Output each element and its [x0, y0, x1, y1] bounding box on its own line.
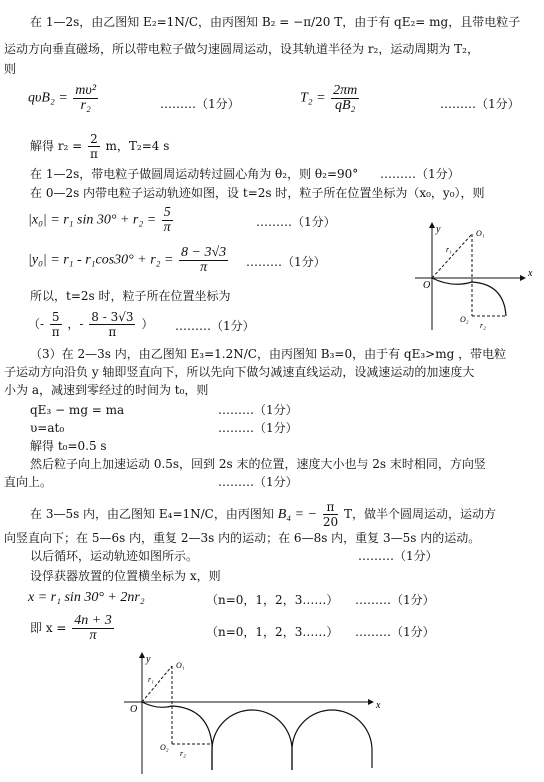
eq1-left: qυB₂ =: [28, 90, 68, 106]
eq1-den: r₂: [80, 98, 91, 113]
eq2-num: 2πm: [333, 83, 358, 98]
ex2-points: ………（1分）: [355, 625, 435, 639]
ex2-num: 4n + 3: [74, 613, 112, 628]
fig2-r1-line: [142, 666, 172, 702]
coord-num-2: 8 - 3√3: [91, 310, 134, 324]
ex2-den: π: [89, 628, 97, 643]
y0-points: ………（1分）: [246, 255, 326, 269]
equation-x-position: x = r₁ sin 30° + 2nr₂: [28, 590, 145, 605]
solve1-num: 2: [90, 132, 98, 146]
ex2-n-range: （n=0，1，2，3……）: [206, 625, 339, 639]
fig1-y-label: y: [436, 224, 441, 235]
equation-x-final: [30, 614, 116, 643]
para-line-6: 所以，t=2s 时，粒子所在位置坐标为: [30, 289, 231, 303]
eq2-points: ………（1分）: [440, 97, 520, 111]
coord-den-1: π: [51, 325, 60, 339]
y0-fraction: [179, 246, 228, 275]
coord-den-2: π: [108, 325, 117, 339]
solve1-a: 解得 r₂ =: [30, 139, 83, 153]
fig2-o1-label: O₁: [176, 661, 185, 670]
p14-points: ………（1分）: [358, 549, 438, 563]
x0-num: 5: [163, 205, 171, 220]
x0-points: ………（1分）: [256, 215, 336, 229]
eq1-num: mυ²: [75, 83, 97, 98]
p12-b: T，做半个圆周运动，运动方: [343, 507, 496, 521]
y0-num: 8 − 3√3: [181, 245, 227, 260]
eq2-den: qB₂: [334, 98, 356, 113]
eq2-left: T₂ =: [300, 90, 326, 106]
para-line-9: 小为 a，减速到零经过的时间为 t₀，则: [4, 383, 209, 397]
para-line-8: 子运动方向沿负 y 轴即竖直向下，所以先向下做匀减速直线运动，设减速运动的加速度大: [4, 365, 475, 379]
eq1-points: ………（1分）: [160, 97, 240, 111]
fig1-origin-label: O: [423, 280, 431, 291]
para-line-5: 在 0—2s 内带电粒子运动轨迹如图，设 t=2s 时，粒子所在位置坐标为（x₀，y₀），则: [30, 186, 485, 200]
fig2-y-arrow: [139, 652, 145, 658]
solve-radius: [30, 132, 169, 161]
coord-open: （-: [28, 317, 45, 331]
coord-points: ………（1分）: [175, 319, 255, 333]
solve1-fraction: [88, 132, 100, 161]
coord-comma: ，-: [67, 317, 84, 331]
coord-num-1: 5: [51, 310, 60, 324]
eq1-fraction: [73, 84, 98, 113]
fig2-trajectory-arc-1: [212, 710, 292, 770]
para-line-14: 以后循环，运动轨迹如图所示。: [30, 549, 199, 563]
ex1-n-range: （n=0，1，2，3……）: [206, 593, 339, 607]
solve1-b: m，T₂=4 s: [105, 139, 170, 153]
fig1-r2-label: r₂: [480, 321, 486, 330]
fig1-o1-label: O₁: [476, 229, 485, 238]
fig2-trajectory-start: [142, 702, 212, 770]
para-line-4: 在 1—2s，带电粒子做圆周运动转过圆心角为 θ₂，则 θ₂=90°: [30, 167, 359, 181]
ex2-fraction: [72, 614, 113, 643]
fig2-trajectory-arc-2: [292, 710, 372, 770]
e4-points: ………（1分）: [218, 421, 298, 435]
para-line-7: （3）在 2—3s 内，由乙图知 E₃=1.2N/C，由丙图知 B₃=0，由于有 qE₃>mg ，带电粒: [30, 347, 507, 361]
solve1-den: π: [89, 147, 98, 161]
y0-left: |y₀| = r₁ - r₁cos30° + r₂ =: [28, 252, 174, 268]
x0-den: π: [163, 220, 171, 235]
e3-points: ………（1分）: [218, 403, 298, 417]
p4-points: ………（1分）: [380, 167, 460, 181]
para-line-3: 则: [4, 62, 17, 76]
fig2-y-label: y: [146, 654, 151, 665]
fig2-r1-label: r₁: [148, 675, 154, 684]
para-line-1: 在 1—2s，由乙图知 E₂=1N/C，由丙图知 B₂ = −π/20 T，由于有 qE₂= mg，且带电粒子: [30, 15, 521, 29]
equation-centripetal: [28, 84, 100, 113]
p11-points: ………（1分）: [218, 475, 298, 489]
equation-newton: qE₃ − mg = ma: [30, 403, 125, 417]
coordinate-result: [28, 310, 153, 339]
coord-fraction-1: [50, 310, 62, 339]
x0-left: |x₀| = r₁ sin 30° + r₂ =: [28, 212, 157, 228]
solve-time: 解得 t₀=0.5 s: [30, 439, 107, 453]
equation-x0: [28, 206, 175, 235]
eq2-fraction: [331, 84, 359, 113]
fig1-o2-label: O₂: [460, 315, 469, 324]
y0-den: π: [200, 260, 208, 275]
para-line-15: 设俘获器放置的位置横坐标为 x，则: [30, 569, 221, 583]
equation-y0: [28, 246, 230, 275]
fig1-x-arrow: [520, 275, 526, 281]
ex1-points: ………（1分）: [355, 593, 435, 607]
para-line-12: [30, 500, 496, 529]
fig2-x-label: x: [376, 700, 381, 711]
p12-eq: B₄ = −: [277, 507, 318, 522]
para-line-2: 运动方向垂直磁场，所以带电粒子做匀速圆周运动，设其轨道半径为 r₂，运动周期为 T₂，: [4, 42, 479, 56]
p12-fraction: [323, 500, 338, 529]
fig1-y-arrow: [429, 222, 435, 228]
fig1-trajectory: [432, 278, 506, 316]
p12-a: 在 3—5s 内，由乙图知 E₄=1N/C，由丙图知: [30, 507, 274, 521]
x0-fraction: [162, 206, 173, 235]
equation-period: [300, 84, 361, 113]
p12-num: π: [323, 500, 338, 515]
ex2-a: 即 x =: [30, 621, 67, 635]
p12-den: 20: [322, 515, 339, 529]
para-line-13: 向竖直向下；在 5—6s 内，重复 2—3s 内的运动；在 6—8s 内，重复 3—5s 内的运动。: [4, 531, 481, 545]
fig2-o2-label: O₂: [160, 743, 169, 752]
trajectory-figure-small: [410, 222, 540, 334]
fig2-r2-label: r₂: [180, 749, 186, 758]
fig2-x-arrow: [368, 699, 374, 705]
trajectory-figure-large: [118, 650, 388, 778]
fig2-origin-label: O: [130, 704, 138, 715]
equation-velocity: υ=at₀: [30, 421, 65, 435]
fig1-r1-label: r₁: [446, 245, 452, 254]
para-line-11: 直向上。: [4, 475, 53, 489]
coord-close: ）: [141, 317, 154, 331]
fig1-x-label: x: [528, 268, 533, 279]
coord-fraction-2: [89, 310, 135, 339]
fig1-r1-line: [432, 234, 472, 278]
para-line-10: 然后粒子向上加速运动 0.5s，回到 2s 末的位置，速度大小也与 2s 末时相同，方向竖: [30, 457, 486, 471]
